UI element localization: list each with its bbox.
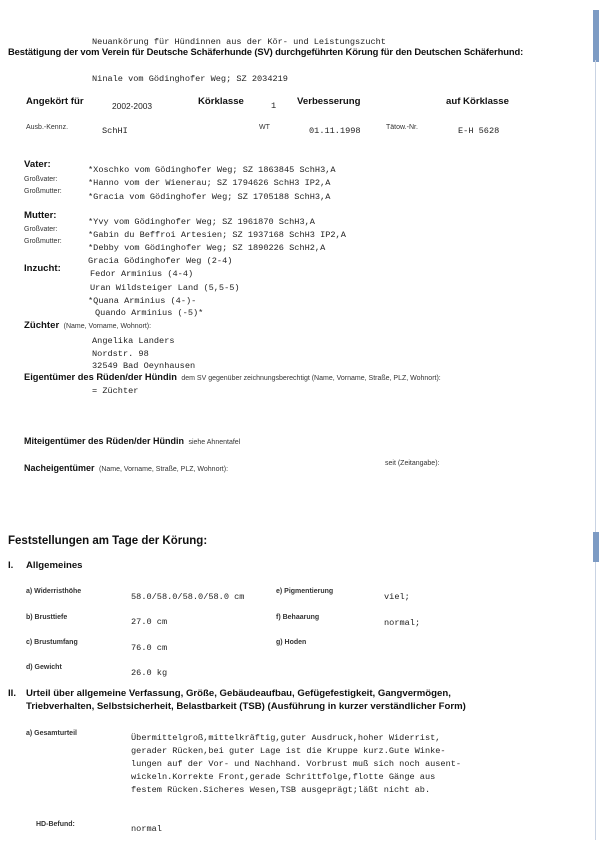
taetow-nr-value: E-H 5628 [458, 126, 500, 136]
brustumfang-label: c) Brustumfang [26, 639, 78, 646]
scan-edge-mark-top [593, 10, 599, 62]
gewicht-label: d) Gewicht [26, 664, 62, 671]
inzucht-line: Fedor Arminius (4-4) [90, 269, 194, 279]
scan-edge-mark-middle [593, 532, 599, 562]
inzucht-line: Uran Wildsteiger Land (5,5-5) [90, 283, 240, 293]
zuechter-heading [24, 315, 151, 333]
wt-value: 01.11.1998 [309, 126, 361, 136]
mutter-grossvater-label: Großvater: [24, 226, 58, 233]
vater-grossmutter-label: Großmutter: [24, 188, 62, 195]
hd-befund-value: normal [131, 824, 162, 834]
zuechter-sublabel: (Name, Vorname, Wohnort): [63, 323, 152, 330]
allgemeines-title: Allgemeines [26, 560, 83, 571]
wt-label: WT [259, 124, 270, 131]
gesamturteil-label: a) Gesamturteil [26, 730, 77, 737]
gesamturteil-line: gerader Rücken,bei guter Lage ist die Kruppe kurz.Gute Winke- [131, 746, 446, 756]
allgemeines-number: I. [8, 560, 14, 571]
behaarung-label: f) Behaarung [276, 614, 320, 621]
hd-befund-label: HD-Befund: [36, 821, 75, 828]
scan-edge-line [595, 60, 596, 840]
inzucht-line: Quando Arminius (-5)* [95, 308, 204, 318]
brustumfang-value: 76.0 cm [131, 643, 168, 653]
behaarung-value: normal; [384, 618, 421, 628]
header-line-2: Bestätigung der vom Verein für Deutsche Schäferhunde (SV) durchgeführten Körung für den Deutschen Schäferhund: [8, 46, 524, 57]
mutter-grossvater-value: *Gabin du Beffroi Artesien; SZ 1937168 SchH3 IP2,A [88, 230, 346, 240]
nacheigentuemer-label: Nacheigentümer [24, 463, 95, 473]
miteigentuemer-label: Miteigentümer des Rüden/der Hündin [24, 436, 185, 446]
gesamturteil-line: wickeln.Korrekte Front,gerade Schrittfolge,flotte Gänge aus [131, 772, 436, 782]
koerklasse-value: 1 [271, 101, 277, 111]
vater-grossvater-value: *Hanno vom der Wienerau; SZ 1794626 SchH3 IP2,A [88, 178, 331, 188]
eigentuemer-sublabel: dem SV gegenüber zeichnungsberechtigt (Name, Vorname, Straße, PLZ, Wohnort): [181, 375, 441, 382]
gesamturteil-line: lungen auf der Vor- und Nachhand. Vorbrust muß sich noch ausent- [131, 759, 462, 769]
inzucht-line: *Quana Arminius (4-)- [88, 296, 197, 306]
urteil-title-line-1: Urteil über allgemeine Verfassung, Größe, Gebäudeaufbau, Gefügefestigkeit, Gangvermögen, [26, 688, 451, 699]
auf-koerklasse-label: auf Körklasse [446, 96, 509, 107]
taetow-nr-label: Tätow.-Nr. [386, 124, 418, 131]
eigentuemer-label: Eigentümer des Rüden/der Hündin [24, 372, 177, 382]
miteigentuemer-sublabel: siehe Ahnentafel [188, 439, 241, 446]
widerristhoehe-value: 58.0/58.0/58.0/58.0 cm [131, 592, 245, 602]
mutter-grossmutter-label: Großmutter: [24, 238, 62, 245]
vater-grossmutter-value: *Gracia vom Gödinghofer Weg; SZ 1705188 SchH3,A [88, 192, 331, 202]
mutter-grossmutter-value: *Debby vom Gödinghofer Weg; SZ 1890226 SchH2,A [88, 243, 326, 253]
verbesserung-label: Verbesserung [297, 96, 361, 107]
inzucht-label: Inzucht: [24, 263, 61, 274]
eigentuemer-value: = Züchter [92, 386, 139, 396]
mutter-value: *Yvy vom Gödinghofer Weg; SZ 1961870 SchH3,A [88, 217, 315, 227]
miteigentuemer-heading [24, 431, 240, 449]
brusttiefe-value: 27.0 cm [131, 617, 168, 627]
hoden-label: g) Hoden [276, 639, 307, 646]
koerklasse-label: Körklasse [198, 96, 244, 107]
brusttiefe-label: b) Brusttiefe [26, 614, 68, 621]
dog-name: Ninale vom Gödinghofer Weg; SZ 2034219 [92, 74, 288, 84]
angekoert-value: 2002-2003 [112, 101, 153, 111]
angekoert-label: Angekört für [26, 96, 84, 107]
gesamturteil-line: Übermittelgroß,mittelkräftig,guter Ausdruck,hoher Widerrist, [131, 733, 441, 743]
vater-grossvater-label: Großvater: [24, 176, 58, 183]
ausb-kennz-label: Ausb.-Kennz. [26, 124, 69, 131]
urteil-title-line-2: Triebverhalten, Selbstsicherheit, Belastbarkeit (TSB) (Ausführung in kurzer verständlicher Form) [26, 701, 466, 712]
ausb-kennz-value: SchHI [102, 126, 128, 136]
zuechter-line: Angelika Landers [92, 336, 175, 346]
header-line-1: Neuankörung für Hündinnen aus der Kör- und Leistungszucht [92, 37, 386, 47]
nacheigentuemer-heading [24, 458, 228, 476]
gesamturteil-line: festem Rücken.Sicheres Wesen,TSB ausgeprägt;läßt nicht ab. [131, 785, 431, 795]
inzucht-line: Gracia Gödinghofer Weg (2-4) [88, 256, 233, 266]
vater-label: Vater: [24, 159, 51, 170]
gewicht-value: 26.0 kg [131, 668, 168, 678]
vater-value: *Xoschko vom Gödinghofer Weg; SZ 1863845 SchH3,A [88, 165, 336, 175]
urteil-number: II. [8, 688, 16, 699]
pigmentierung-value: viel; [384, 592, 410, 602]
widerristhoehe-label: a) Widerristhöhe [26, 588, 82, 595]
mutter-label: Mutter: [24, 210, 57, 221]
nacheigentuemer-seit-label: seit (Zeitangabe): [385, 460, 440, 467]
zuechter-label: Züchter [24, 320, 60, 331]
zuechter-line: 32549 Bad Oeynhausen [92, 361, 196, 371]
zuechter-line: Nordstr. 98 [92, 349, 149, 359]
nacheigentuemer-sublabel: (Name, Vorname, Straße, PLZ, Wohnort): [98, 466, 229, 473]
eigentuemer-heading [24, 367, 441, 385]
pigmentierung-label: e) Pigmentierung [276, 588, 334, 595]
feststellungen-title: Feststellungen am Tage der Körung: [8, 535, 208, 547]
